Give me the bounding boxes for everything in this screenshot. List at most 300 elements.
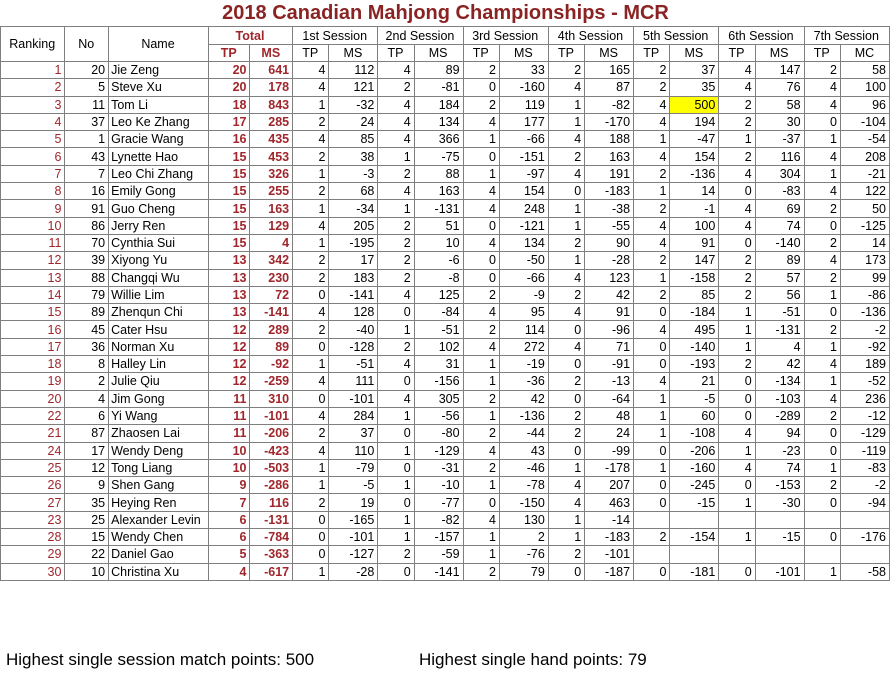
cell-session-ms: 163 <box>414 183 463 200</box>
cell-session-ms-highlight: 500 <box>670 96 719 113</box>
cell-session-tp: 1 <box>719 304 755 321</box>
cell-session-tp: 1 <box>378 442 414 459</box>
cell-session-ms: -36 <box>499 373 548 390</box>
cell-session-tp: 1 <box>719 529 755 546</box>
cell-session-ms: -187 <box>585 563 634 580</box>
cell-session-ms: 165 <box>585 62 634 79</box>
cell-session-ms: -103 <box>755 390 804 407</box>
cell-session-tp: 0 <box>719 390 755 407</box>
cell-session-tp: 0 <box>378 459 414 476</box>
cell-session-ms: -76 <box>499 546 548 563</box>
header-ranking: Ranking <box>1 27 65 62</box>
cell-session-ms: -75 <box>414 148 463 165</box>
cell-session-ms: -1 <box>670 200 719 217</box>
cell-session-tp: 1 <box>378 477 414 494</box>
cell-no: 45 <box>65 321 109 338</box>
cell-session-tp: 1 <box>719 321 755 338</box>
cell-session-ms: 89 <box>414 62 463 79</box>
cell-ranking: 27 <box>1 494 65 511</box>
cell-session-ms: -77 <box>414 494 463 511</box>
cell-total-tp: 15 <box>208 148 250 165</box>
cell-session-ms: -66 <box>499 131 548 148</box>
cell-ranking: 24 <box>1 442 65 459</box>
cell-session-tp: 1 <box>634 425 670 442</box>
cell-total-ms: 116 <box>250 494 293 511</box>
cell-session-ms: -12 <box>840 407 889 424</box>
cell-session-tp: 0 <box>463 252 499 269</box>
cell-session-tp: 1 <box>548 511 584 528</box>
cell-session-tp: 2 <box>548 286 584 303</box>
cell-session-tp: 4 <box>293 407 329 424</box>
cell-session-ms: 76 <box>755 79 804 96</box>
cell-session-tp: 1 <box>293 234 329 251</box>
cell-session-ms: -91 <box>585 356 634 373</box>
cell-name: Lynette Hao <box>109 148 209 165</box>
cell-session-ms: -131 <box>414 200 463 217</box>
cell-session-ms: -140 <box>755 234 804 251</box>
footer <box>6 650 886 672</box>
cell-session-ms: 130 <box>499 511 548 528</box>
table-row <box>1 407 890 424</box>
cell-session-tp: 0 <box>378 304 414 321</box>
cell-session-tp: 0 <box>719 183 755 200</box>
cell-session-ms: 147 <box>670 252 719 269</box>
cell-session-ms: -14 <box>585 511 634 528</box>
cell-session-tp: 0 <box>293 286 329 303</box>
cell-session-ms: 95 <box>499 304 548 321</box>
cell-session-tp: 0 <box>293 529 329 546</box>
cell-session-tp: 2 <box>463 390 499 407</box>
cell-session-ms: -5 <box>670 390 719 407</box>
cell-session-ms: -96 <box>585 321 634 338</box>
cell-session-ms: 102 <box>414 338 463 355</box>
cell-session-tp: 4 <box>719 217 755 234</box>
cell-session-ms: -131 <box>755 321 804 338</box>
cell-session-ms: -125 <box>840 217 889 234</box>
cell-total-tp: 15 <box>208 165 250 182</box>
header-total: Total <box>208 27 292 45</box>
table-row <box>1 252 890 269</box>
cell-session-tp: 2 <box>378 79 414 96</box>
cell-no: 91 <box>65 200 109 217</box>
cell-session-tp: 0 <box>293 390 329 407</box>
cell-session-ms: 33 <box>499 62 548 79</box>
cell-session-ms: -150 <box>499 494 548 511</box>
cell-session-tp: 0 <box>378 425 414 442</box>
cell-session-ms: 208 <box>840 148 889 165</box>
cell-ranking: 18 <box>1 356 65 373</box>
cell-session-ms: -170 <box>585 113 634 130</box>
table-row <box>1 165 890 182</box>
cell-session-tp: 2 <box>719 286 755 303</box>
cell-no: 6 <box>65 407 109 424</box>
cell-no: 70 <box>65 234 109 251</box>
cell-session-ms: 85 <box>329 131 378 148</box>
results-table <box>0 26 890 581</box>
cell-no: 39 <box>65 252 109 269</box>
cell-no: 11 <box>65 96 109 113</box>
header-session-2: 2nd Session <box>378 27 463 45</box>
cell-no: 4 <box>65 390 109 407</box>
cell-session-tp: 0 <box>804 494 840 511</box>
cell-session-tp: 1 <box>463 373 499 390</box>
cell-total-ms: 89 <box>250 338 293 355</box>
cell-total-tp: 15 <box>208 183 250 200</box>
cell-session-ms: 91 <box>670 234 719 251</box>
cell-session-tp <box>719 511 755 528</box>
cell-session-tp: 4 <box>548 79 584 96</box>
cell-session-tp: 4 <box>634 148 670 165</box>
cell-session-tp: 4 <box>548 304 584 321</box>
cell-session-ms: -245 <box>670 477 719 494</box>
cell-session-ms: 188 <box>585 131 634 148</box>
cell-session-ms: -193 <box>670 356 719 373</box>
cell-session-ms: 4 <box>755 338 804 355</box>
cell-session-tp: 0 <box>719 234 755 251</box>
cell-session-ms: 69 <box>755 200 804 217</box>
cell-session-ms: -13 <box>585 373 634 390</box>
cell-session-tp: 0 <box>463 269 499 286</box>
cell-total-tp: 15 <box>208 217 250 234</box>
cell-session-tp: 4 <box>293 442 329 459</box>
cell-session-ms: -15 <box>670 494 719 511</box>
cell-session-tp: 2 <box>293 494 329 511</box>
cell-session-tp <box>634 511 670 528</box>
cell-session-tp: 4 <box>804 96 840 113</box>
cell-session-tp: 0 <box>463 494 499 511</box>
cell-session-tp: 4 <box>378 356 414 373</box>
header-session-6-tp: TP <box>719 45 755 62</box>
cell-session-ms: 177 <box>499 113 548 130</box>
cell-session-ms: -2 <box>840 321 889 338</box>
cell-session-tp: 4 <box>634 217 670 234</box>
table-row <box>1 494 890 511</box>
cell-ranking: 28 <box>1 529 65 546</box>
cell-session-ms: -30 <box>755 494 804 511</box>
cell-name: Norman Xu <box>109 338 209 355</box>
cell-session-tp: 2 <box>548 62 584 79</box>
cell-session-tp: 0 <box>548 442 584 459</box>
cell-session-tp: 1 <box>804 286 840 303</box>
header-session-7-ms: MC <box>840 45 889 62</box>
cell-session-tp: 1 <box>804 563 840 580</box>
cell-name: Jie Zeng <box>109 62 209 79</box>
header-session-5-tp: TP <box>634 45 670 62</box>
cell-session-ms: -51 <box>414 321 463 338</box>
cell-session-ms: -94 <box>840 494 889 511</box>
table-row <box>1 96 890 113</box>
cell-session-ms: 90 <box>585 234 634 251</box>
cell-total-tp: 5 <box>208 546 250 563</box>
cell-session-ms: -84 <box>414 304 463 321</box>
cell-session-tp: 2 <box>378 338 414 355</box>
cell-session-ms: -140 <box>670 338 719 355</box>
cell-session-ms: 88 <box>414 165 463 182</box>
header-session-2-tp: TP <box>378 45 414 62</box>
cell-ranking: 10 <box>1 217 65 234</box>
cell-session-tp: 2 <box>634 252 670 269</box>
cell-session-ms: -19 <box>499 356 548 373</box>
cell-session-ms: -32 <box>329 96 378 113</box>
cell-session-ms: -37 <box>755 131 804 148</box>
cell-total-ms: 342 <box>250 252 293 269</box>
cell-name: Jerry Ren <box>109 217 209 234</box>
cell-name: Xiyong Yu <box>109 252 209 269</box>
cell-session-ms: -51 <box>755 304 804 321</box>
cell-session-ms: -82 <box>585 96 634 113</box>
cell-no: 2 <box>65 373 109 390</box>
cell-name: Yi Wang <box>109 407 209 424</box>
cell-session-tp: 1 <box>463 477 499 494</box>
cell-session-tp: 1 <box>293 356 329 373</box>
cell-ranking: 5 <box>1 131 65 148</box>
cell-session-tp: 1 <box>293 200 329 217</box>
cell-session-tp: 4 <box>548 269 584 286</box>
cell-total-tp: 12 <box>208 373 250 390</box>
cell-session-ms: -97 <box>499 165 548 182</box>
cell-session-tp: 1 <box>463 529 499 546</box>
cell-no: 1 <box>65 131 109 148</box>
cell-total-ms: 326 <box>250 165 293 182</box>
cell-session-ms: 284 <box>329 407 378 424</box>
cell-no: 16 <box>65 183 109 200</box>
cell-session-tp: 1 <box>548 529 584 546</box>
cell-total-ms: -101 <box>250 407 293 424</box>
cell-no: 35 <box>65 494 109 511</box>
cell-session-tp: 4 <box>634 96 670 113</box>
cell-session-tp: 4 <box>719 79 755 96</box>
cell-session-tp: 2 <box>293 113 329 130</box>
cell-session-ms: -21 <box>840 165 889 182</box>
cell-session-ms: -46 <box>499 459 548 476</box>
cell-session-tp: 1 <box>378 407 414 424</box>
cell-session-ms: -99 <box>585 442 634 459</box>
cell-session-tp: 4 <box>378 62 414 79</box>
cell-total-ms: -259 <box>250 373 293 390</box>
cell-session-tp: 2 <box>548 373 584 390</box>
cell-name: Julie Qiu <box>109 373 209 390</box>
cell-session-tp: 1 <box>548 252 584 269</box>
cell-no: 87 <box>65 425 109 442</box>
cell-ranking: 26 <box>1 477 65 494</box>
cell-name: Steve Xu <box>109 79 209 96</box>
header-session-4: 4th Session <box>548 27 633 45</box>
cell-session-tp: 2 <box>463 62 499 79</box>
cell-session-ms: -10 <box>414 477 463 494</box>
cell-no: 86 <box>65 217 109 234</box>
cell-session-tp: 0 <box>463 79 499 96</box>
cell-session-tp: 0 <box>548 321 584 338</box>
cell-session-ms: -92 <box>840 338 889 355</box>
cell-session-tp: 2 <box>719 252 755 269</box>
cell-no: 10 <box>65 563 109 580</box>
cell-session-tp: 1 <box>463 165 499 182</box>
cell-session-tp: 1 <box>378 200 414 217</box>
cell-session-tp: 0 <box>548 390 584 407</box>
cell-total-ms: 843 <box>250 96 293 113</box>
cell-total-tp: 13 <box>208 252 250 269</box>
cell-ranking: 2 <box>1 79 65 96</box>
cell-ranking: 22 <box>1 407 65 424</box>
cell-session-tp: 4 <box>293 131 329 148</box>
cell-no: 9 <box>65 477 109 494</box>
cell-session-ms: -15 <box>755 529 804 546</box>
cell-session-tp: 4 <box>634 373 670 390</box>
cell-ranking: 19 <box>1 373 65 390</box>
cell-name: Tong Liang <box>109 459 209 476</box>
cell-session-tp: 4 <box>719 200 755 217</box>
cell-session-ms: 89 <box>755 252 804 269</box>
cell-session-tp: 1 <box>804 373 840 390</box>
cell-session-tp: 0 <box>719 477 755 494</box>
cell-session-tp: 2 <box>548 425 584 442</box>
cell-session-tp: 2 <box>634 286 670 303</box>
cell-session-tp: 4 <box>719 425 755 442</box>
cell-session-tp: 1 <box>804 338 840 355</box>
cell-session-ms: -51 <box>329 356 378 373</box>
cell-session-ms: -50 <box>499 252 548 269</box>
cell-session-tp: 2 <box>293 269 329 286</box>
cell-session-tp: 2 <box>293 183 329 200</box>
cell-no: 89 <box>65 304 109 321</box>
cell-session-ms: 57 <box>755 269 804 286</box>
cell-session-tp: 4 <box>804 183 840 200</box>
cell-session-ms: 30 <box>755 113 804 130</box>
cell-session-tp: 4 <box>804 356 840 373</box>
cell-session-tp: 2 <box>293 252 329 269</box>
cell-session-ms: -157 <box>414 529 463 546</box>
cell-session-ms: -6 <box>414 252 463 269</box>
cell-name: Wendy Deng <box>109 442 209 459</box>
cell-no: 88 <box>65 269 109 286</box>
cell-session-tp: 2 <box>378 234 414 251</box>
cell-session-ms: 58 <box>755 96 804 113</box>
cell-session-ms: 42 <box>499 390 548 407</box>
cell-session-ms: 147 <box>755 62 804 79</box>
table-row <box>1 286 890 303</box>
cell-session-ms: 114 <box>499 321 548 338</box>
cell-session-ms: 128 <box>329 304 378 321</box>
cell-name: Willie Lim <box>109 286 209 303</box>
header-no: No <box>65 27 109 62</box>
table-row <box>1 338 890 355</box>
footer-highest-hand: Highest single hand points: 79 <box>419 650 647 669</box>
cell-session-ms: 17 <box>329 252 378 269</box>
table-row <box>1 442 890 459</box>
cell-session-ms: 42 <box>585 286 634 303</box>
cell-session-ms: -52 <box>840 373 889 390</box>
cell-total-ms: 129 <box>250 217 293 234</box>
cell-session-ms: -31 <box>414 459 463 476</box>
table-row <box>1 511 890 528</box>
cell-session-tp: 1 <box>463 356 499 373</box>
cell-session-tp: 2 <box>719 148 755 165</box>
cell-session-ms: 366 <box>414 131 463 148</box>
cell-session-tp: 2 <box>378 546 414 563</box>
cell-session-ms: -184 <box>670 304 719 321</box>
cell-session-tp: 1 <box>634 407 670 424</box>
cell-total-ms: 435 <box>250 131 293 148</box>
cell-total-tp: 13 <box>208 269 250 286</box>
cell-session-tp: 0 <box>463 217 499 234</box>
cell-total-tp: 10 <box>208 459 250 476</box>
cell-session-ms: -136 <box>670 165 719 182</box>
cell-total-tp: 20 <box>208 79 250 96</box>
cell-ranking: 4 <box>1 113 65 130</box>
cell-session-ms: 272 <box>499 338 548 355</box>
cell-session-tp: 2 <box>804 200 840 217</box>
cell-session-tp: 4 <box>463 442 499 459</box>
cell-session-tp: 4 <box>463 113 499 130</box>
cell-session-tp: 1 <box>719 442 755 459</box>
cell-session-ms: -44 <box>499 425 548 442</box>
cell-session-ms: -86 <box>840 286 889 303</box>
cell-no: 37 <box>65 113 109 130</box>
cell-ranking: 9 <box>1 200 65 217</box>
cell-no: 36 <box>65 338 109 355</box>
cell-session-ms: -64 <box>585 390 634 407</box>
cell-session-ms <box>755 511 804 528</box>
cell-session-tp: 2 <box>634 62 670 79</box>
cell-session-ms <box>840 546 889 563</box>
cell-session-tp: 1 <box>463 131 499 148</box>
cell-session-ms: 100 <box>840 79 889 96</box>
cell-session-ms: 38 <box>329 148 378 165</box>
cell-session-ms: 248 <box>499 200 548 217</box>
cell-session-ms: 48 <box>585 407 634 424</box>
cell-no: 43 <box>65 148 109 165</box>
cell-session-tp: 1 <box>548 96 584 113</box>
page-title: 2018 Canadian Mahjong Championships - MCR <box>222 2 669 24</box>
cell-session-tp: 2 <box>463 286 499 303</box>
cell-session-tp: 0 <box>293 511 329 528</box>
cell-session-tp: 2 <box>804 62 840 79</box>
cell-session-tp: 1 <box>548 200 584 217</box>
cell-session-ms: 134 <box>414 113 463 130</box>
cell-session-ms: 42 <box>755 356 804 373</box>
cell-name: Cynthia Sui <box>109 234 209 251</box>
cell-session-ms: -104 <box>840 113 889 130</box>
cell-session-tp: 4 <box>293 79 329 96</box>
header-session-1-ms: MS <box>329 45 378 62</box>
cell-session-ms: -40 <box>329 321 378 338</box>
cell-session-tp: 4 <box>804 390 840 407</box>
cell-session-ms: -28 <box>585 252 634 269</box>
cell-session-tp: 1 <box>463 407 499 424</box>
cell-session-ms: 189 <box>840 356 889 373</box>
cell-session-ms: -178 <box>585 459 634 476</box>
cell-session-tp: 2 <box>804 407 840 424</box>
cell-name: Heying Ren <box>109 494 209 511</box>
table-row <box>1 563 890 580</box>
cell-session-tp: 1 <box>634 183 670 200</box>
cell-session-ms: 60 <box>670 407 719 424</box>
cell-total-ms: -286 <box>250 477 293 494</box>
cell-session-ms: -119 <box>840 442 889 459</box>
header-session-4-ms: MS <box>585 45 634 62</box>
cell-session-ms: -127 <box>329 546 378 563</box>
cell-session-ms: 31 <box>414 356 463 373</box>
cell-session-tp: 4 <box>719 459 755 476</box>
cell-session-tp: 4 <box>804 148 840 165</box>
results-body <box>1 62 890 581</box>
table-row <box>1 62 890 79</box>
header-session-2-ms: MS <box>414 45 463 62</box>
cell-session-ms: 19 <box>329 494 378 511</box>
cell-session-ms <box>755 546 804 563</box>
cell-session-ms: 112 <box>329 62 378 79</box>
table-row <box>1 373 890 390</box>
